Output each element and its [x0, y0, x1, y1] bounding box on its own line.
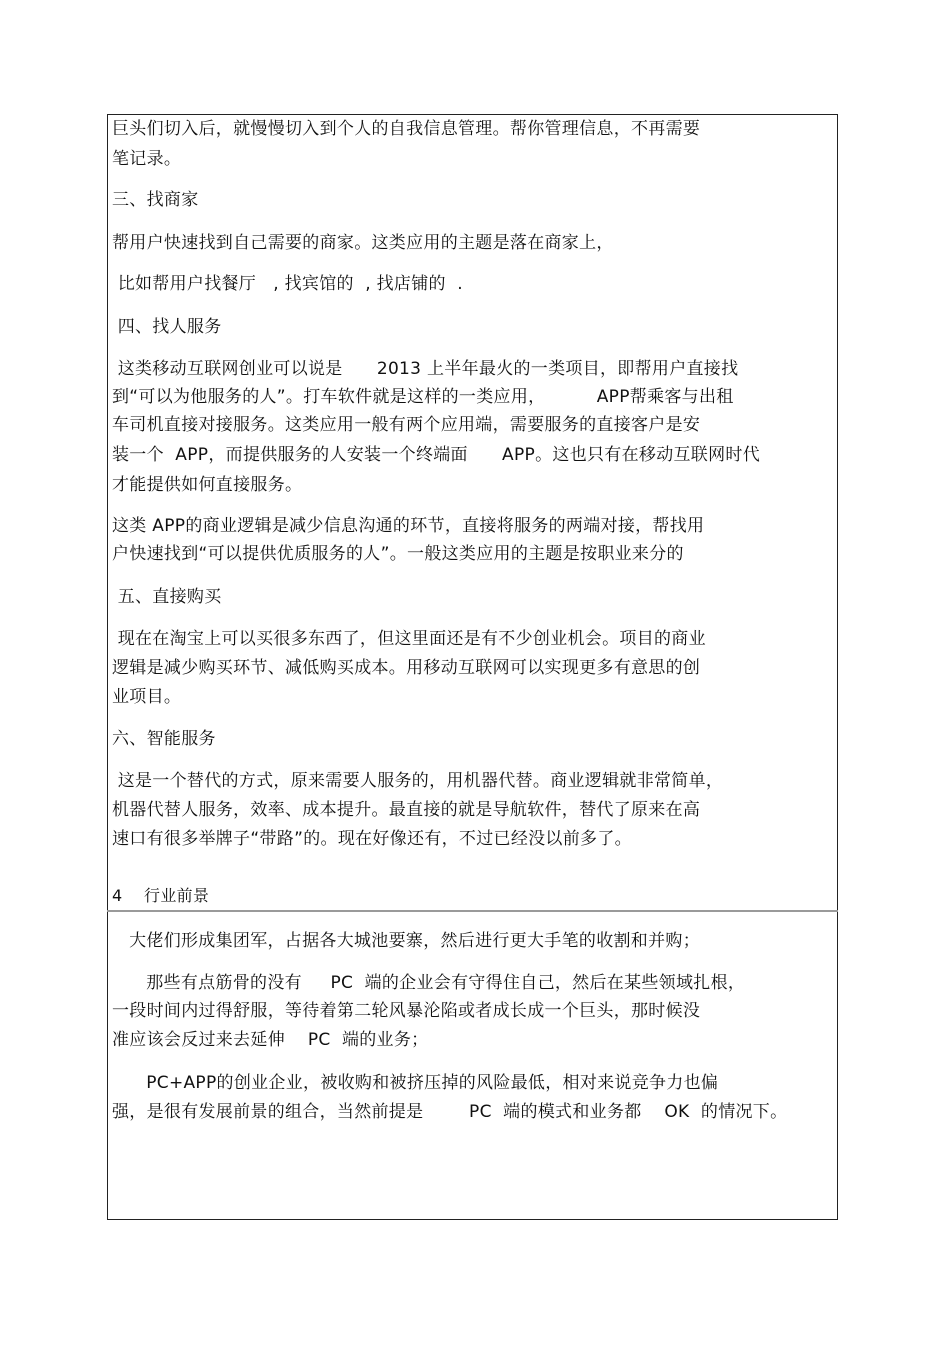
text-line: 速口有很多举牌子“带路”的。现在好像还有，不过已经没以前多了。	[112, 829, 632, 849]
section-heading: 4 行业前景	[112, 886, 210, 905]
text-line: 大佬们形成集团军，占据各大城池要寨，然后进行更大手笔的收割和并购；	[112, 931, 701, 951]
text-line: 逻辑是减少购买环节、减低购买成本。用移动互联网可以实现更多有意思的创	[112, 658, 701, 678]
section-heading: 三、找商家	[112, 190, 199, 210]
text-line: 比如帮用户找餐厅 , 找宾馆的 , 找店铺的 .	[112, 274, 463, 294]
text-line: 户快速找到“可以提供优质服务的人”。一般这类应用的主题是按职业来分的	[112, 544, 684, 564]
section-heading: 六、智能服务	[112, 729, 216, 749]
text-line: 车司机直接对接服务。这类应用一般有两个应用端，需要服务的直接客户是安	[112, 415, 701, 435]
text-line: 笔记录。	[112, 149, 182, 169]
text-line: 现在在淘宝上可以买很多东西了，但这里面还是有不少创业机会。项目的商业	[112, 629, 706, 649]
text-line: 这类移动互联网创业可以说是 2013 上半年最火的一类项目，即帮用户直接找	[112, 359, 739, 379]
text-line: 这是一个替代的方式，原来需要人服务的，用机器代替。商业逻辑就非常简单，	[112, 771, 724, 791]
text-line: 到“可以为他服务的人”。打车软件就是这样的一类应用， APP帮乘客与出租	[112, 387, 734, 407]
text-line: 帮用户快速找到自己需要的商家。这类应用的主题是落在商家上，	[112, 233, 614, 253]
section-heading: 四、找人服务	[112, 317, 222, 337]
text-line: 巨头们切入后，就慢慢切入到个人的自我信息管理。帮你管理信息，不再需要	[112, 119, 701, 139]
text-line: 业项目。	[112, 687, 182, 707]
text-line: 才能提供如何直接服务。	[112, 475, 303, 495]
text-line: 机器代替人服务，效率、成本提升。最直接的就是导航软件，替代了原来在高	[112, 800, 701, 820]
text-line: 准应该会反过来去延伸 PC 端的业务；	[112, 1030, 429, 1050]
text-line: 强，是很有发展前景的组合，当然前提是 PC 端的模式和业务都 OK 的情况下。	[112, 1102, 788, 1122]
text-line: 一段时间内过得舒服，等待着第二轮风暴沦陷或者成长成一个巨头，那时候没	[112, 1001, 701, 1021]
text-line: 这类 APP的商业逻辑是减少信息沟通的环节，直接将服务的两端对接，帮找用	[112, 516, 705, 536]
text-line: 装一个 APP，而提供服务的人安装一个终端面 APP。这也只有在移动互联网时代	[112, 445, 760, 465]
section-heading: 五、直接购买	[112, 587, 222, 607]
text-line: 那些有点筋骨的没有 PC 端的企业会有守得住自己，然后在某些领域扎根，	[112, 973, 746, 993]
text-line: PC+APP的创业企业，被收购和被挤压掉的风险最低，相对来说竞争力也偏	[112, 1073, 719, 1093]
section-divider	[107, 910, 838, 912]
